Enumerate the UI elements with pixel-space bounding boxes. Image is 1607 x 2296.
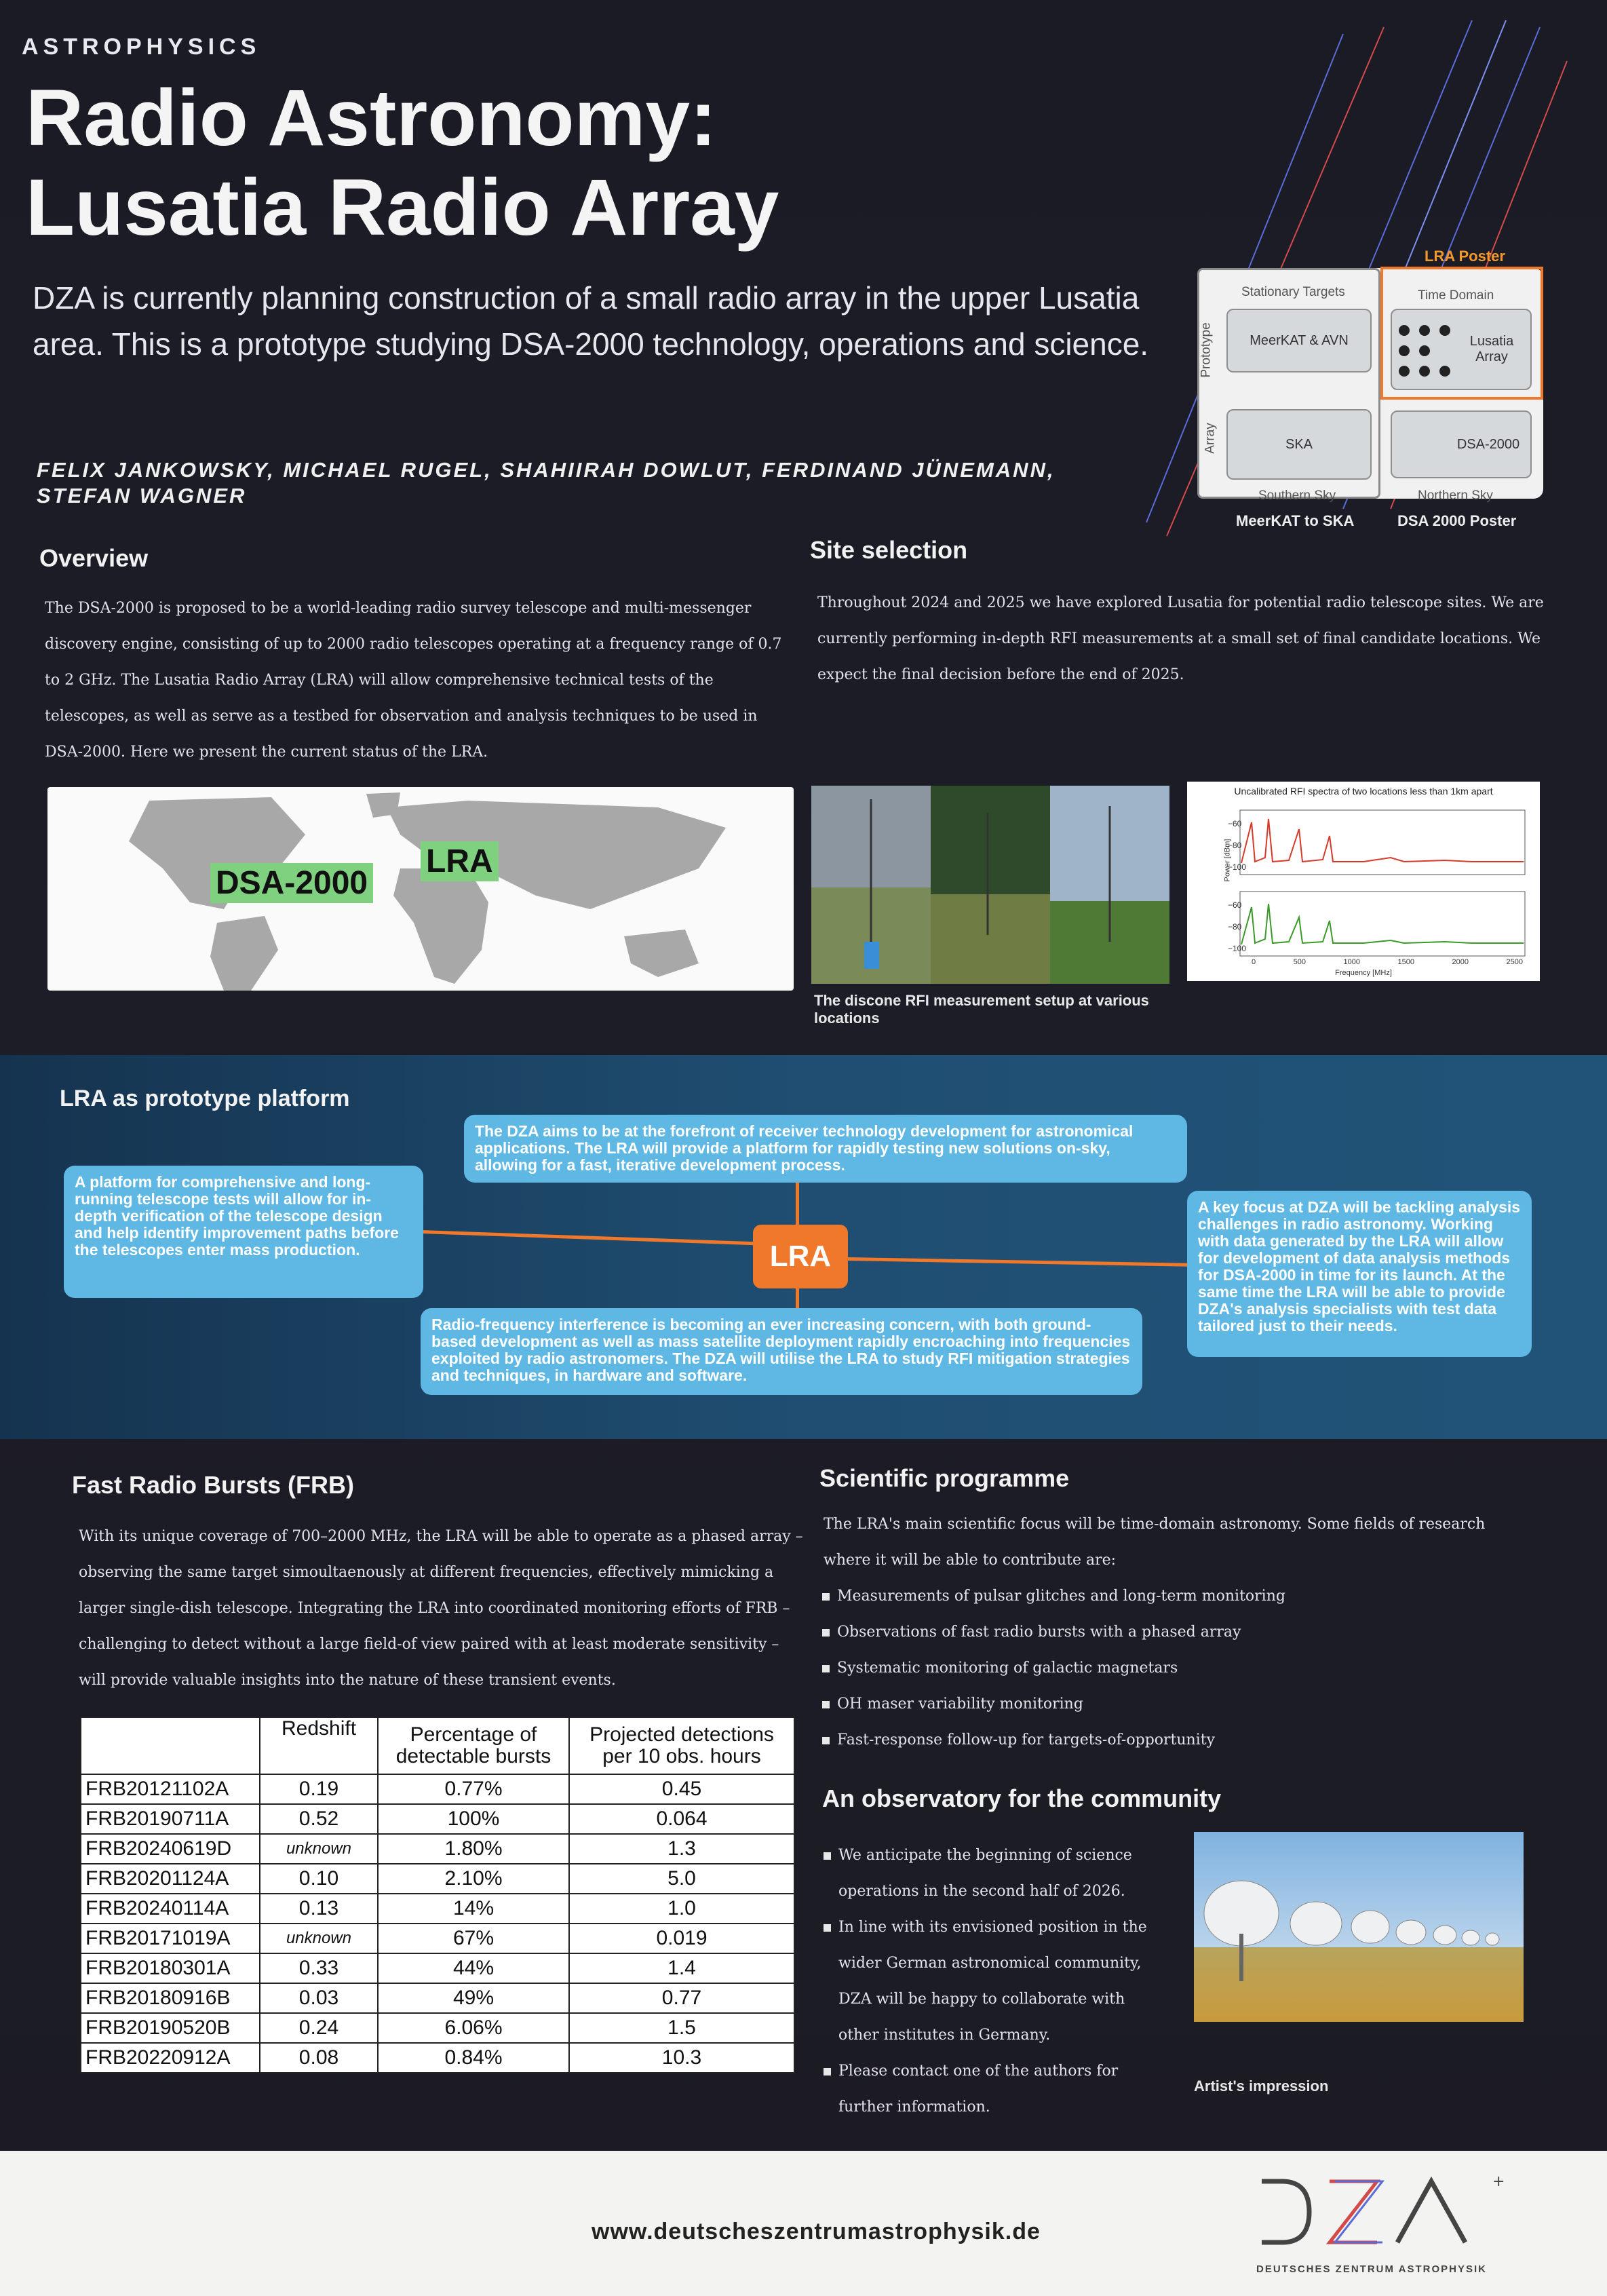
science-heading: Scientific programme xyxy=(819,1464,1070,1492)
lra-center-node: LRA xyxy=(753,1225,848,1288)
footer xyxy=(0,2151,1607,2296)
list-item: Fast-response follow-up for targets-of-opportunity xyxy=(821,1722,1533,1758)
table-cell: 0.064 xyxy=(569,1804,794,1834)
poster-map-diagram xyxy=(1194,248,1547,533)
frb-name-cell: FRB20190711A xyxy=(81,1804,260,1834)
table-cell: 0.84% xyxy=(378,2043,569,2073)
frb-name-cell: FRB20180916B xyxy=(81,1983,260,2013)
rfi-spectra-chart xyxy=(1187,782,1540,981)
table-cell: unknown xyxy=(260,1834,378,1864)
world-map xyxy=(47,787,794,991)
table-cell: 0.24 xyxy=(260,2013,378,2043)
rfi-xlabel: Frequency [MHz] xyxy=(1335,969,1392,977)
row-prototype: Prototype xyxy=(1199,322,1214,378)
table-cell: 0.77% xyxy=(378,1774,569,1804)
frb-name-cell: FRB20240619D xyxy=(81,1834,260,1864)
list-item: Please contact one of the authors for further information. xyxy=(822,2053,1168,2125)
table-cell: 5.0 xyxy=(569,1864,794,1894)
table-cell: 0.77 xyxy=(569,1983,794,2013)
table-cell: 0.08 xyxy=(260,2043,378,2073)
table-row xyxy=(81,1774,794,1804)
table-row xyxy=(81,1924,794,1953)
frb-text: With its unique coverage of 700–2000 MHz, the LRA will be able to operate as a phased array – observing the same target simoultaenously at different frequencies, effectively mimicking a larger single-dish telescope. Integrating the LRA into coordinated monitoring efforts of FRB – challenging to detect without a large field-of view paired with at least moderate sensitivity – will provide valuable insights into the nature of these transient events. xyxy=(79,1528,803,1689)
frb-name-cell: FRB20180301A xyxy=(81,1953,260,1983)
map-label-dsa: DSA-2000 xyxy=(210,863,373,903)
table-header: Redshift xyxy=(260,1717,378,1774)
table-row xyxy=(81,2043,794,2073)
logo-subtitle: DEUTSCHES ZENTRUM ASTROPHYSIK xyxy=(1256,2263,1487,2275)
array-dots-icon xyxy=(1397,324,1452,378)
meerkat-to-ska-label: MeerKAT to SKA xyxy=(1236,512,1355,529)
table-cell: 0.33 xyxy=(260,1953,378,1983)
bubble-rfi: Radio-frequency interference is becoming an ever increasing concern, with both ground-based development as well as mass satellite deployment rapidly encroaching into frequencies exploited by radio astronomers. The DZA will utilise the LRA to study RFI mitigation strategies and techniques, in hardware and software. xyxy=(421,1308,1142,1395)
dsa-cell: DSA-2000 xyxy=(1391,410,1532,478)
table-cell: 0.019 xyxy=(569,1924,794,1953)
table-cell: 14% xyxy=(378,1894,569,1924)
table-cell: 1.80% xyxy=(378,1834,569,1864)
science-list xyxy=(821,1578,1533,1758)
table-row xyxy=(81,1894,794,1924)
table-row xyxy=(81,1983,794,2013)
table-cell: 49% xyxy=(378,1983,569,2013)
bubble-receiver-tech: The DZA aims to be at the forefront of receiver technology development for astronomical applications. The LRA will provide a platform for rapidly testing new solutions on-sky, allowing for a fast, iterative development process. xyxy=(464,1115,1187,1183)
table-header: Percentage of detectable bursts xyxy=(378,1717,569,1774)
overview-text: The DSA-2000 is proposed to be a world-leading radio survey telescope and multi-messenger discovery engine, consisting of up to 2000 radio telescopes operating at a frequency range of 0.7 to 2 GHz. The Lusatia Radio Array (LRA) will allow comprehensive technical tests of the telescopes, as well as serve as a testbed for observation and analysis techniques to be used in DSA-2000. Here we present the current status of the LRA. xyxy=(45,600,782,761)
title-line-1: Radio Astronomy: xyxy=(26,73,717,163)
table-cell: 67% xyxy=(378,1924,569,1953)
page-title xyxy=(26,73,779,252)
table-cell: 0.13 xyxy=(260,1894,378,1924)
table-row xyxy=(81,1864,794,1894)
world-map-graphic xyxy=(47,787,794,991)
table-cell: 0.45 xyxy=(569,1774,794,1804)
table-row xyxy=(81,2013,794,2043)
rfi-yticks-bottom: −60 −80 −100 xyxy=(1228,900,1247,953)
prototype-heading: LRA as prototype platform xyxy=(60,1086,350,1111)
table-cell: 0.19 xyxy=(260,1774,378,1804)
table-cell: 1.0 xyxy=(569,1894,794,1924)
col-time-domain: Time Domain xyxy=(1418,288,1494,303)
frb-name-cell: FRB20240114A xyxy=(81,1894,260,1924)
table-cell: 2.10% xyxy=(378,1864,569,1894)
list-item: Systematic monitoring of galactic magnetars xyxy=(821,1650,1533,1686)
ska-cell: SKA xyxy=(1226,409,1372,480)
footer-url[interactable]: www.deutscheszentrumastrophysik.de xyxy=(592,2219,1041,2244)
table-row xyxy=(81,1804,794,1834)
list-item: We anticipate the beginning of science operations in the second half of 2026. xyxy=(822,1837,1168,1909)
site-text: Throughout 2024 and 2025 we have explored Lusatia for potential radio telescope sites. We are currently performing in-depth RFI measurements at a small set of final candidate locations. We expect the final decision before the end of 2025. xyxy=(817,594,1544,683)
rfi-title: Uncalibrated RFI spectra of two locations less than 1km apart xyxy=(1234,786,1493,797)
svg-text:+: + xyxy=(1492,2173,1505,2190)
table-cell: 1.5 xyxy=(569,2013,794,2043)
lusatia-cell: Lusatia Array xyxy=(1391,309,1532,390)
list-item: Measurements of pulsar glitches and long-term monitoring xyxy=(821,1578,1533,1614)
table-cell: 0.03 xyxy=(260,1983,378,2013)
list-item: OH maser variability monitoring xyxy=(821,1686,1533,1722)
bubble-analysis: A key focus at DZA will be tackling analysis challenges in radio astronomy. Working with data generated by the LRA will allow for development of data analysis methods for DSA-2000 in time for its launch. At the same time the LRA will be able to provide DZA's analysis specialists with test data tailored just to their needs. xyxy=(1187,1191,1532,1357)
table-row xyxy=(81,1834,794,1864)
frb-table xyxy=(80,1717,795,2073)
site-heading: Site selection xyxy=(810,536,968,564)
table-header: Projected detections per 10 obs. hours xyxy=(569,1717,794,1774)
rfi-ylabel: Power [dBm] xyxy=(1223,839,1232,882)
rfi-yticks-top: −60 −80 −100 xyxy=(1228,819,1247,872)
dza-logo xyxy=(1255,2171,1505,2253)
list-item: In line with its envisioned position in the wider German astronomical community, DZA will be happy to collaborate with other institutes in Germany. xyxy=(822,1909,1168,2053)
frb-name-cell: FRB20171019A xyxy=(81,1924,260,1953)
table-cell: unknown xyxy=(260,1924,378,1953)
community-heading: An observatory for the community xyxy=(822,1784,1222,1812)
bubble-telescope-tests: A platform for comprehensive and long-running telescope tests will allow for in-depth verification of the telescope design and help identify improvement paths before the telescopes enter mass production. xyxy=(64,1166,423,1298)
dsa-poster-label: DSA 2000 Poster xyxy=(1397,512,1517,529)
table-cell: 0.52 xyxy=(260,1804,378,1834)
map-label-lra: LRA xyxy=(421,841,499,881)
artist-caption: Artist's impression xyxy=(1194,2078,1329,2094)
artist-impression-image xyxy=(1194,1832,1524,2022)
table-cell: 100% xyxy=(378,1804,569,1834)
intro-text: DZA is currently planning construction of a small radio array in the upper Lusatia area. This is a prototype studying DSA-2000 technology, operations and science. xyxy=(33,280,1149,362)
meerkat-cell: MeerKAT & AVN xyxy=(1226,309,1372,372)
table-cell: 1.4 xyxy=(569,1953,794,1983)
community-list xyxy=(822,1837,1168,2125)
overview-heading: Overview xyxy=(39,544,149,572)
rfi-xticks: 0 500 1000 1500 2000 2500 xyxy=(1252,958,1523,966)
table-cell: 10.3 xyxy=(569,2043,794,2073)
row-array: Array xyxy=(1203,423,1218,454)
table-cell: 0.10 xyxy=(260,1864,378,1894)
table-cell: 1.3 xyxy=(569,1834,794,1864)
frb-name-cell: FRB20121102A xyxy=(81,1774,260,1804)
col-stationary: Stationary Targets xyxy=(1241,285,1345,299)
science-intro: The LRA's main scientific focus will be time-domain astronomy. Some fields of research where it will be able to contribute are: xyxy=(824,1516,1486,1569)
frb-name-cell: FRB20220912A xyxy=(81,2043,260,2073)
lra-poster-label: LRA Poster xyxy=(1425,248,1505,265)
rfi-setup-photos xyxy=(811,786,1169,984)
table-cell: 44% xyxy=(378,1953,569,1983)
kicker: ASTROPHYSICS xyxy=(22,34,261,60)
photo-caption: The discone RFI measurement setup at various locations xyxy=(814,992,1149,1027)
northern-sky: Northern Sky xyxy=(1418,489,1493,503)
table-header-row xyxy=(81,1717,794,1774)
frb-name-cell: FRB20201124A xyxy=(81,1864,260,1894)
frb-heading: Fast Radio Bursts (FRB) xyxy=(72,1471,355,1499)
authors: FELIX JANKOWSKY, MICHAEL RUGEL, SHAHIIRAH DOWLUT, FERDINAND JÜNEMANN, STEFAN WAGNER xyxy=(37,458,1056,508)
table-cell: 6.06% xyxy=(378,2013,569,2043)
table-header xyxy=(81,1717,260,1774)
frb-name-cell: FRB20190520B xyxy=(81,2013,260,2043)
southern-sky: Southern Sky xyxy=(1258,489,1336,503)
list-item: Observations of fast radio bursts with a phased array xyxy=(821,1614,1533,1650)
table-row xyxy=(81,1953,794,1983)
title-line-2: Lusatia Radio Array xyxy=(26,163,779,252)
